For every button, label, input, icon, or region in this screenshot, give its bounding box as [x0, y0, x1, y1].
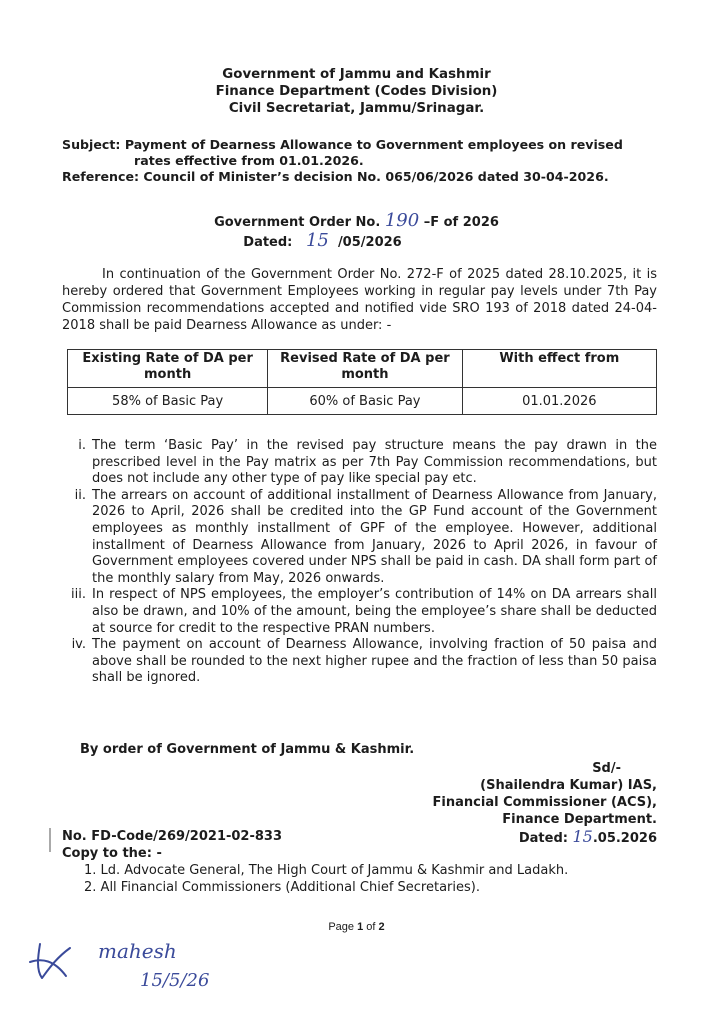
margin-mark — [36, 826, 56, 856]
reference-label: Reference: — [62, 169, 140, 184]
header-line-2: Finance Department (Codes Division) — [215, 84, 498, 99]
svg-text:15/5/26: 15/5/26 — [140, 970, 210, 991]
item-number: iv. — [71, 637, 86, 653]
signatory-name: (Shailendra Kumar) IAS, — [480, 778, 657, 793]
copy-to-label: Copy to the: - — [62, 846, 162, 861]
signature-date-handwritten: 15 — [572, 827, 593, 846]
table-header: Revised Rate of DA per month — [268, 350, 462, 388]
file-number: No. FD-Code/269/2021-02-833 — [62, 829, 283, 844]
item-number: iii. — [71, 587, 86, 603]
dept-header — [0, 66, 713, 117]
order-number-line: Government Order No. 190 –F of 2026 — [214, 210, 499, 231]
table-cell: 58% of Basic Pay — [68, 388, 268, 415]
da-rate-table — [67, 349, 657, 415]
copy-to-list — [80, 862, 568, 896]
subject-block — [62, 137, 682, 185]
signature-block — [380, 760, 657, 847]
page-number: Page 1 of 2 — [328, 921, 385, 933]
order-date-line: Dated: 15 /05/2026 — [243, 230, 402, 251]
table-header: Existing Rate of DA per month — [68, 350, 268, 388]
item-text: Ld. Advocate General, The High Court of Jammu & Kashmir and Ladakh. — [100, 863, 569, 878]
item-text: In respect of NPS employees, the employer’s contribution of 14% on DA arrears shall also be drawn, and 10% of the amount, being the employee’s share shall be deducted at source for credit to the respective PRAN numbers. — [92, 587, 657, 636]
signatory-title: Financial Commissioner (ACS), — [432, 795, 657, 810]
handwritten-initial-mark — [22, 936, 82, 986]
subject-text-cont: rates effective from 01.01.2026. — [134, 153, 364, 168]
table-cell: 60% of Basic Pay — [268, 388, 462, 415]
list-item — [80, 862, 568, 879]
list-item — [62, 587, 657, 637]
subject-text: Payment of Dearness Allowance to Government employees on revised — [124, 137, 623, 152]
header-line-1: Government of Jammu and Kashmir — [222, 67, 491, 82]
subject-label: Subject: — [62, 137, 121, 152]
signature-date: Dated: 15.05.2026 — [518, 827, 657, 846]
item-number: ii. — [74, 487, 86, 503]
by-order-line: By order of Government of Jammu & Kashmir. — [80, 742, 415, 757]
handwritten-note — [92, 936, 252, 996]
item-text: The term ‘Basic Pay’ in the revised pay structure means the pay drawn in the prescribed level in the Pay matrix as per 7th Pay Commission recommendations, but does not include any other type of pay like special pay etc. — [92, 438, 657, 487]
list-item — [80, 879, 568, 896]
svg-text:mahesh: mahesh — [98, 939, 177, 963]
list-item — [62, 438, 657, 488]
item-number: 2. — [84, 880, 97, 895]
item-text: The payment on account of Dearness Allowance, involving fraction of 50 paisa and above shall be rounded to the next higher rupee and the fraction of less than 50 paisa shall be ignored. — [92, 637, 657, 686]
table-header: With effect from — [462, 350, 656, 388]
intro-paragraph: In continuation of the Government Order No. 272-F of 2025 dated 28.10.2025, it is hereby ordered that Government Employees working in regular pay levels under 7th Pay Commission recommendations accepted and notified vide SRO 193 of 2018 dated 24-04-2018 shall be paid Dearness Allowance as under: - — [62, 267, 657, 333]
list-item — [62, 488, 657, 588]
conditions-list — [62, 438, 657, 687]
header-line-3: Civil Secretariat, Jammu/Srinagar. — [228, 101, 485, 116]
reference-text: Council of Minister’s decision No. 065/06/2026 dated 30-04-2026. — [143, 169, 609, 184]
table-header-row — [68, 350, 657, 388]
table-cell: 01.01.2026 — [462, 388, 656, 415]
table-row — [68, 388, 657, 415]
signatory-dept: Finance Department. — [502, 812, 657, 827]
item-number: i. — [78, 438, 86, 453]
order-number-handwritten: 190 — [384, 210, 420, 231]
list-item — [62, 637, 657, 687]
item-text: The arrears on account of additional installment of Dearness Allowance from January, 2026 to April, 2026 shall be credited into the GP Fund account of the Government employees as monthly installment of GPF of the employee. However, additional installment of Dearness Allowance from January, 2026 to April 2026, in favour of Government employees covered under NPS shall be paid in cash. DA shall form part of the monthly salary from May, 2026 onwards. — [92, 487, 657, 586]
item-text: All Financial Commissioners (Additional Chief Secretaries). — [100, 880, 480, 895]
item-number: 1. — [84, 863, 97, 878]
order-date-handwritten: 15 — [305, 230, 329, 251]
sd-mark: Sd/- — [592, 761, 621, 776]
